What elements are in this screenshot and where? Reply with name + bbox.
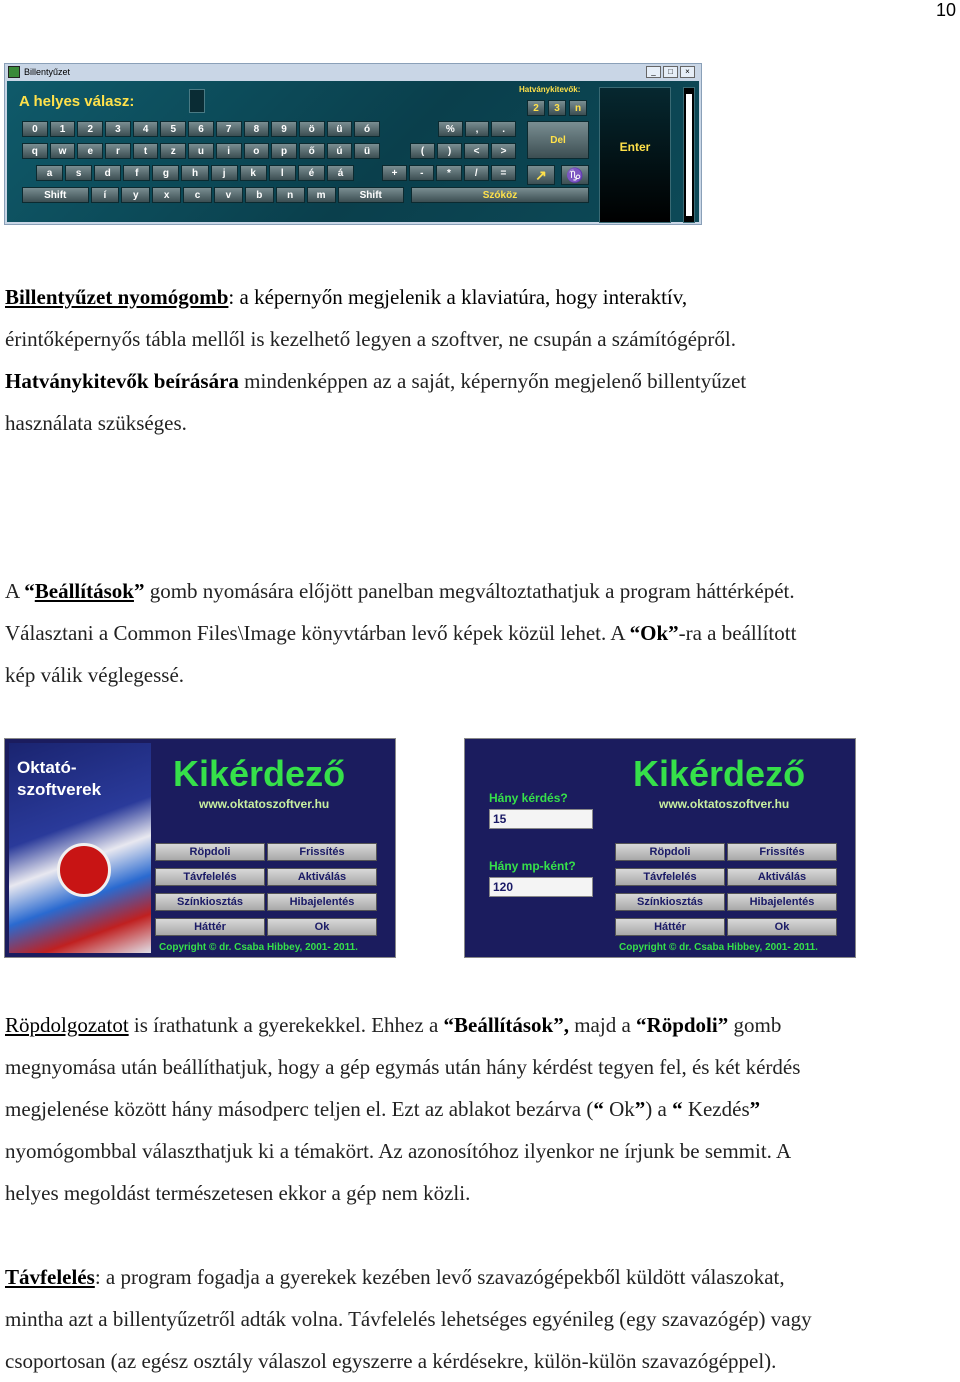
key-row-2 <box>21 143 381 159</box>
p1-line2: érintőképernyős tábla mellől is kezelhető legyen a szoftver, ne csupán a számítógépről. <box>5 327 736 351</box>
p3-line2: megnyomása után beállíthatjuk, hogy a gép egymás után hány kérdést tegyen fel, és két kérdés <box>5 1055 801 1079</box>
symbol-row-1 <box>437 121 517 137</box>
p3-line5: helyes megoldást természetesen ekkor a gép nem közli. <box>5 1181 471 1205</box>
char-key[interactable]: % <box>438 121 463 137</box>
char-key[interactable]: á <box>327 165 354 181</box>
scrollbar-thumb[interactable] <box>686 94 692 216</box>
keyboard-window <box>4 63 702 225</box>
p3-quote: “ <box>672 1097 683 1121</box>
char-key[interactable]: h <box>181 165 208 181</box>
term-settings: Beállítások <box>34 579 134 603</box>
term-exponents: Hatványkitevők beírására <box>5 369 239 393</box>
term-remote: Távfelelés <box>5 1265 95 1289</box>
settings-button-röpdoli[interactable]: Röpdoli <box>615 843 725 861</box>
char-key[interactable]: u <box>188 143 214 159</box>
char-key[interactable]: q <box>22 143 48 159</box>
char-key[interactable]: g <box>152 165 179 181</box>
app-title: Kikérdező <box>173 753 346 794</box>
settings-button-ok[interactable]: Ok <box>727 918 837 936</box>
term-quiz: Röpdolgozatot <box>5 1013 129 1037</box>
char-key[interactable]: b <box>245 187 274 203</box>
settings-button-frissítés[interactable]: Frissítés <box>727 843 837 861</box>
char-key[interactable]: ö <box>299 121 325 137</box>
enter-label: Enter <box>619 140 651 154</box>
char-key[interactable]: y <box>121 187 150 203</box>
settings-button-hibajelentés[interactable]: Hibajelentés <box>267 893 377 911</box>
char-key[interactable]: ó <box>354 121 380 137</box>
char-key[interactable]: c <box>183 187 212 203</box>
answer-prompt: A helyes válasz: <box>19 93 135 110</box>
stop-sign-icon <box>57 843 111 897</box>
char-key[interactable]: f <box>123 165 150 181</box>
answer-input[interactable] <box>189 89 205 113</box>
enter-key[interactable] <box>599 87 671 223</box>
settings-screenshot-1 <box>4 738 396 958</box>
space-key[interactable]: Szóköz <box>411 187 589 203</box>
p3-line3-a: megjelenése között hány másodperc teljen el. Ezt az ablakot bezárva ( <box>5 1097 594 1121</box>
keyboard-panel <box>7 81 699 222</box>
char-key[interactable]: 9 <box>271 121 297 137</box>
shift-key[interactable]: Shift <box>338 187 405 203</box>
settings-button-aktiválás[interactable]: Aktiválás <box>267 868 377 886</box>
p2-line2-a: Választani a Common Files\Image könyvtárban levő képek közül lehet. A <box>5 621 630 645</box>
char-key[interactable]: i <box>216 143 242 159</box>
char-key[interactable]: v <box>214 187 243 203</box>
p3-quote: ” <box>749 1097 761 1121</box>
box-title-2: szoftverek <box>17 780 102 799</box>
settings-button-távfelelés[interactable]: Távfelelés <box>155 868 265 886</box>
char-key[interactable]: t <box>133 143 159 159</box>
char-key[interactable]: = <box>491 165 516 181</box>
minimize-button[interactable]: _ <box>646 66 661 78</box>
char-key[interactable]: 4 <box>133 121 159 137</box>
keyboard-titlebar <box>5 64 701 80</box>
maximize-button[interactable]: □ <box>663 66 678 78</box>
question-count-label: Hány kérdés? <box>489 791 568 805</box>
copyright: Copyright © dr. Csaba Hibbey, 2001- 2011. <box>159 942 358 953</box>
paragraph-remote <box>5 1256 945 1382</box>
p4-line2: mintha azt a billentyűzetről adták volna. Távfelelés lehetséges egyénileg (egy szavazógép) vagy <box>5 1307 812 1331</box>
p3-line4: nyomógombbal választhatjuk ki a témakört. Az azonosítóhoz ilyenkor ne írjunk be semmit. A <box>5 1139 792 1163</box>
seconds-label: Hány mp-ként? <box>489 859 576 873</box>
char-key[interactable]: < <box>464 143 489 159</box>
box-title-1: Oktató- <box>17 758 77 777</box>
key-row-1 <box>21 121 381 137</box>
settings-button-röpdoli[interactable]: Röpdoli <box>155 843 265 861</box>
char-key[interactable]: n <box>276 187 305 203</box>
app-title: Kikérdező <box>633 753 806 794</box>
p2-line1-rest: gomb nyomására előjött panelban megváltoztathatjuk a program háttérképét. <box>144 579 795 603</box>
question-count-input[interactable]: 15 <box>489 809 593 829</box>
char-key[interactable]: 1 <box>50 121 76 137</box>
char-key[interactable]: - <box>409 165 434 181</box>
char-key[interactable]: í <box>91 187 120 203</box>
char-key[interactable]: p <box>271 143 297 159</box>
symbol-row-2 <box>409 143 517 159</box>
p3-ropdoli-ref: “Röpdoli” <box>636 1013 729 1037</box>
app-url: www.oktatoszoftver.hu <box>199 797 330 811</box>
p2-quote-close: ” <box>133 579 145 603</box>
char-key[interactable]: 7 <box>216 121 242 137</box>
settings-button-hibajelentés[interactable]: Hibajelentés <box>727 893 837 911</box>
p3-line3-b: ) a <box>645 1097 673 1121</box>
p1-line1-rest: : a képernyőn megjelenik a klaviatúra, hogy interaktív, <box>228 285 688 309</box>
app-icon <box>8 66 20 78</box>
char-key[interactable]: j <box>211 165 238 181</box>
char-key[interactable]: > <box>491 143 516 159</box>
char-key[interactable]: ü <box>327 121 353 137</box>
char-key[interactable]: ) <box>437 143 462 159</box>
char-key[interactable]: l <box>269 165 296 181</box>
p1-line3-rest: mindenképpen az a saját, képernyőn megjelenő billentyűzet <box>238 369 747 393</box>
p2-quote-open: “ <box>24 579 35 603</box>
capricorn-icon[interactable]: ♑ <box>561 165 589 185</box>
key-row-4 <box>21 187 405 203</box>
app-url: www.oktatoszoftver.hu <box>659 797 790 811</box>
term-keyboard: Billentyűzet nyomógomb <box>5 285 229 309</box>
settings-button-háttér[interactable]: Háttér <box>615 918 725 936</box>
char-key[interactable]: 0 <box>22 121 48 137</box>
char-key[interactable]: a <box>36 165 63 181</box>
power-key-3[interactable]: 3 <box>548 100 566 116</box>
key-row-3 <box>35 165 355 181</box>
paragraph-quiz <box>5 1004 945 1214</box>
p3-quote: “ <box>593 1097 604 1121</box>
char-key[interactable]: ú <box>327 143 353 159</box>
char-key[interactable]: m <box>307 187 336 203</box>
window-title: Billentyűzet <box>24 67 71 77</box>
char-key[interactable]: é <box>298 165 325 181</box>
p3-line1-a: is írathatunk a gyerekekkel. Ehhez a <box>128 1013 444 1037</box>
page-number: 10 <box>935 0 956 20</box>
settings-button-aktiválás[interactable]: Aktiválás <box>727 868 837 886</box>
shift-key[interactable]: Shift <box>22 187 89 203</box>
p4-line1-rest: : a program fogadja a gyerekek kezében levő szavazógépekből küldött válaszokat, <box>94 1265 785 1289</box>
char-key[interactable]: e <box>77 143 103 159</box>
power-key-2[interactable]: 2 <box>527 100 545 116</box>
settings-button-távfelelés[interactable]: Távfelelés <box>615 868 725 886</box>
p4-line3: csoportosan (az egész osztály válaszol egyszerre a kérdésekre, külön-külön szavazógéppel). <box>5 1349 777 1373</box>
p2-line3: kép válik véglegessé. <box>5 663 185 687</box>
p2-line1-a: A <box>5 579 25 603</box>
char-key[interactable]: s <box>65 165 92 181</box>
copyright: Copyright © dr. Csaba Hibbey, 2001- 2011. <box>619 942 818 953</box>
seconds-input[interactable]: 120 <box>489 877 593 897</box>
p1-line4: használata szükséges. <box>5 411 187 435</box>
settings-screenshot-2 <box>464 738 856 958</box>
settings-button-színkiosztás[interactable]: Színkiosztás <box>615 893 725 911</box>
char-key[interactable]: / <box>464 165 489 181</box>
char-key[interactable]: o <box>244 143 270 159</box>
scrollbar[interactable] <box>683 87 695 223</box>
power-key-n[interactable]: n <box>569 100 587 116</box>
power-label: Hatványkitevők: <box>519 85 581 94</box>
del-key[interactable]: Del <box>527 121 589 159</box>
p3-quote: ” <box>634 1097 646 1121</box>
paragraph-keyboard <box>5 276 945 444</box>
settings-button-színkiosztás[interactable]: Színkiosztás <box>155 893 265 911</box>
settings-button-ok[interactable]: Ok <box>267 918 377 936</box>
p3-ok: Ok <box>603 1097 635 1121</box>
settings-button-háttér[interactable]: Háttér <box>155 918 265 936</box>
char-key[interactable]: 6 <box>188 121 214 137</box>
p3-line1-b: majd a <box>568 1013 637 1037</box>
char-key[interactable]: x <box>152 187 181 203</box>
symbol-row-3 <box>381 165 517 181</box>
char-key[interactable]: ( <box>410 143 435 159</box>
p3-kezdes: Kezdés <box>682 1097 750 1121</box>
char-key[interactable]: d <box>94 165 121 181</box>
char-key[interactable]: . <box>491 121 516 137</box>
software-box-image <box>9 743 151 953</box>
char-key[interactable]: 8 <box>244 121 270 137</box>
paragraph-settings <box>5 570 945 696</box>
char-key[interactable]: ő <box>299 143 325 159</box>
p2-line2-rest: -ra a beállított <box>678 621 797 645</box>
p3-settings-ref: “Beállítások”, <box>443 1013 569 1037</box>
char-key[interactable]: z <box>160 143 186 159</box>
char-key[interactable]: k <box>240 165 267 181</box>
p3-line1-c: gomb <box>728 1013 782 1037</box>
term-ok: “Ok” <box>629 621 679 645</box>
char-key[interactable]: * <box>436 165 461 181</box>
char-key[interactable]: w <box>50 143 76 159</box>
char-key[interactable]: r <box>105 143 131 159</box>
char-key[interactable]: 5 <box>160 121 186 137</box>
close-button[interactable]: × <box>680 66 695 78</box>
char-key[interactable]: 2 <box>77 121 103 137</box>
char-key[interactable]: , <box>465 121 490 137</box>
settings-button-frissítés[interactable]: Frissítés <box>267 843 377 861</box>
char-key[interactable]: + <box>382 165 407 181</box>
arrow-icon[interactable]: ↗ <box>527 165 555 185</box>
char-key[interactable]: 3 <box>105 121 131 137</box>
char-key[interactable]: ü <box>354 143 380 159</box>
